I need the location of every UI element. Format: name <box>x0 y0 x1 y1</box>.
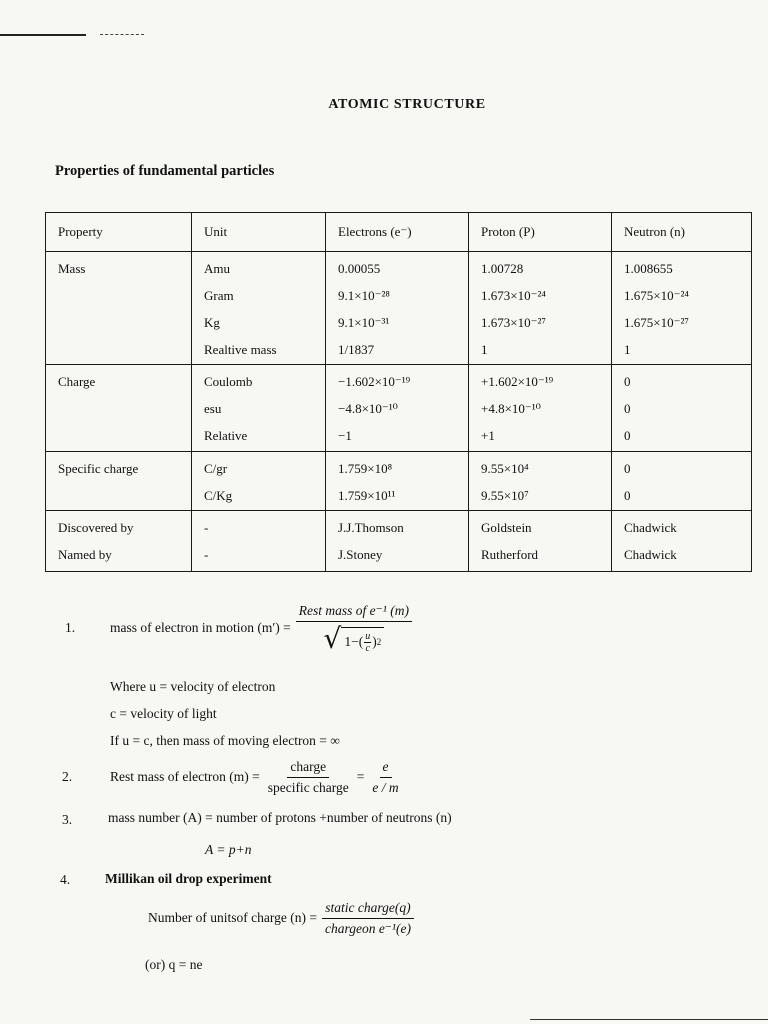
proton-value: 1.673×10⁻²⁴ <box>481 288 546 303</box>
property-label: Discovered by <box>58 520 134 535</box>
radicand-suffix: ) <box>372 634 377 649</box>
cell-neutron <box>612 452 752 511</box>
exponent: 2 <box>376 637 382 647</box>
equals-sign: = <box>356 769 365 784</box>
alternate-equation: (or) q = ne <box>145 957 203 972</box>
cell-property <box>46 252 192 365</box>
header-electron: Electrons (e⁻) <box>326 213 469 252</box>
fraction-denominator <box>321 622 388 654</box>
cell-neutron <box>612 511 752 572</box>
fraction <box>369 759 401 796</box>
proton-value: Rutherford <box>481 547 539 562</box>
fraction <box>296 603 412 654</box>
table-row-charge <box>46 365 752 452</box>
proton-value: 9.55×10⁷ <box>481 488 529 503</box>
electron-value: 9.1×10⁻³¹ <box>338 315 390 330</box>
unit-label: Amu <box>204 261 230 276</box>
cell-property <box>46 452 192 511</box>
unit-label: Kg <box>204 315 220 330</box>
table-row-discovered <box>46 511 752 572</box>
formula-units-of-charge <box>148 896 419 940</box>
proton-value: Goldstein <box>481 520 532 535</box>
electron-value: −1.602×10⁻¹⁹ <box>338 374 411 389</box>
where-line: c = velocity of light <box>110 706 217 721</box>
cell-proton <box>469 511 612 572</box>
page-title: ATOMIC STRUCTURE <box>328 97 486 112</box>
proton-value: +1 <box>481 428 495 443</box>
formula-lhs: mass of electron in motion (m′) = <box>110 620 291 635</box>
electron-value: 1/1837 <box>338 342 375 357</box>
neutron-value: 1 <box>624 342 631 357</box>
neutron-value: Chadwick <box>624 547 677 562</box>
cell-electron <box>326 511 469 572</box>
electron-value: 1.759×10⁸ <box>338 461 393 476</box>
scan-bottom-line <box>530 1019 768 1020</box>
radical-sign: √ <box>323 621 342 655</box>
where-line: Where u = velocity of electron <box>110 679 276 694</box>
cell-units <box>192 511 326 572</box>
unit-label: Realtive mass <box>204 342 277 357</box>
item-number: 4. <box>60 872 71 887</box>
unit-label: C/gr <box>204 461 228 476</box>
table-row-mass <box>46 252 752 365</box>
formula-lhs: Number of unitsof charge (n) = <box>148 910 317 925</box>
item-number: 2. <box>62 769 73 784</box>
proton-value: 1.00728 <box>481 261 524 276</box>
scan-edge-dash <box>100 34 144 35</box>
neutron-value: 1.675×10⁻²⁴ <box>624 288 689 303</box>
neutron-value: 0 <box>624 488 631 503</box>
fraction-numerator: charge <box>287 759 329 778</box>
particles-table <box>45 212 752 572</box>
electron-value: 0.00055 <box>338 261 381 276</box>
electron-value: −1 <box>338 428 352 443</box>
neutron-value: Chadwick <box>624 520 677 535</box>
property-label: Charge <box>58 374 96 389</box>
table-row-specific-charge <box>46 452 752 511</box>
cell-electron <box>326 365 469 452</box>
proton-value: +4.8×10⁻¹⁰ <box>481 401 541 416</box>
header-proton: Proton (P) <box>469 213 612 252</box>
formula-moving-mass <box>110 592 417 664</box>
header-neutron: Neutron (n) <box>612 213 752 252</box>
proton-value: +1.602×10⁻¹⁹ <box>481 374 554 389</box>
unit-label: Coulomb <box>204 374 253 389</box>
neutron-value: 0 <box>624 461 631 476</box>
proton-value: 9.55×10⁴ <box>481 461 529 476</box>
cell-units <box>192 365 326 452</box>
proton-value: 1.673×10⁻²⁷ <box>481 315 546 330</box>
fraction <box>322 900 414 937</box>
experiment-title: Millikan oil drop experiment <box>105 871 272 886</box>
mass-number-equation: A = p+n <box>205 842 252 857</box>
radicand <box>341 627 384 654</box>
neutron-value: 1.675×10⁻²⁷ <box>624 315 689 330</box>
cell-proton <box>469 365 612 452</box>
cell-electron <box>326 252 469 365</box>
unit-label: - <box>204 547 209 562</box>
formula-lhs: Rest mass of electron (m) = <box>110 769 260 784</box>
electron-value: J.J.Thomson <box>338 520 404 535</box>
unit-label: - <box>204 520 209 535</box>
where-line: If u = c, then mass of moving electron = ∞ <box>110 733 340 748</box>
cell-units <box>192 452 326 511</box>
neutron-value: 0 <box>624 428 631 443</box>
square-root <box>323 621 385 655</box>
neutron-value: 0 <box>624 374 631 389</box>
formula-rest-mass <box>110 755 407 799</box>
neutron-value: 1.008655 <box>624 261 673 276</box>
cell-electron <box>326 452 469 511</box>
fraction <box>265 759 352 796</box>
property-label: Specific charge <box>58 461 139 476</box>
electron-value: 9.1×10⁻²⁸ <box>338 288 390 303</box>
cell-proton <box>469 252 612 365</box>
electron-value: −4.8×10⁻¹⁰ <box>338 401 398 416</box>
radicand-prefix: 1−( <box>344 634 364 649</box>
neutron-value: 0 <box>624 401 631 416</box>
unit-label: Relative <box>204 428 248 443</box>
cell-neutron <box>612 252 752 365</box>
item-number: 1. <box>65 620 76 635</box>
cell-units <box>192 252 326 365</box>
u-symbol: u <box>365 630 371 642</box>
mass-number-definition: mass number (A) = number of protons +number of neutrons (n) <box>108 810 452 825</box>
fraction-denominator: chargeon e⁻¹(e) <box>324 920 411 936</box>
fraction-denominator: specific charge <box>267 779 349 795</box>
proton-value: 1 <box>481 342 488 357</box>
fraction-numerator: e <box>380 759 392 778</box>
cell-property <box>46 511 192 572</box>
table-header-row <box>46 213 752 252</box>
cell-proton <box>469 452 612 511</box>
u-over-c <box>364 631 371 654</box>
fraction-denominator: e / m <box>372 779 399 795</box>
electron-value: 1.759×10¹¹ <box>338 488 396 503</box>
fraction-numerator: Rest mass of e⁻¹ (m) <box>296 603 412 622</box>
unit-label: Gram <box>204 288 234 303</box>
fraction-numerator: static charge(q) <box>322 900 413 919</box>
header-property: Property <box>46 213 192 252</box>
c-symbol: c <box>365 642 370 654</box>
cell-property <box>46 365 192 452</box>
property-label: Named by <box>58 547 112 562</box>
scan-edge-line <box>0 34 86 36</box>
section-heading: Properties of fundamental particles <box>55 163 275 179</box>
cell-neutron <box>612 365 752 452</box>
unit-label: esu <box>204 401 222 416</box>
item-number: 3. <box>62 812 73 827</box>
electron-value: J.Stoney <box>338 547 383 562</box>
unit-label: C/Kg <box>204 488 233 503</box>
header-unit: Unit <box>192 213 326 252</box>
property-label: Mass <box>58 261 86 276</box>
